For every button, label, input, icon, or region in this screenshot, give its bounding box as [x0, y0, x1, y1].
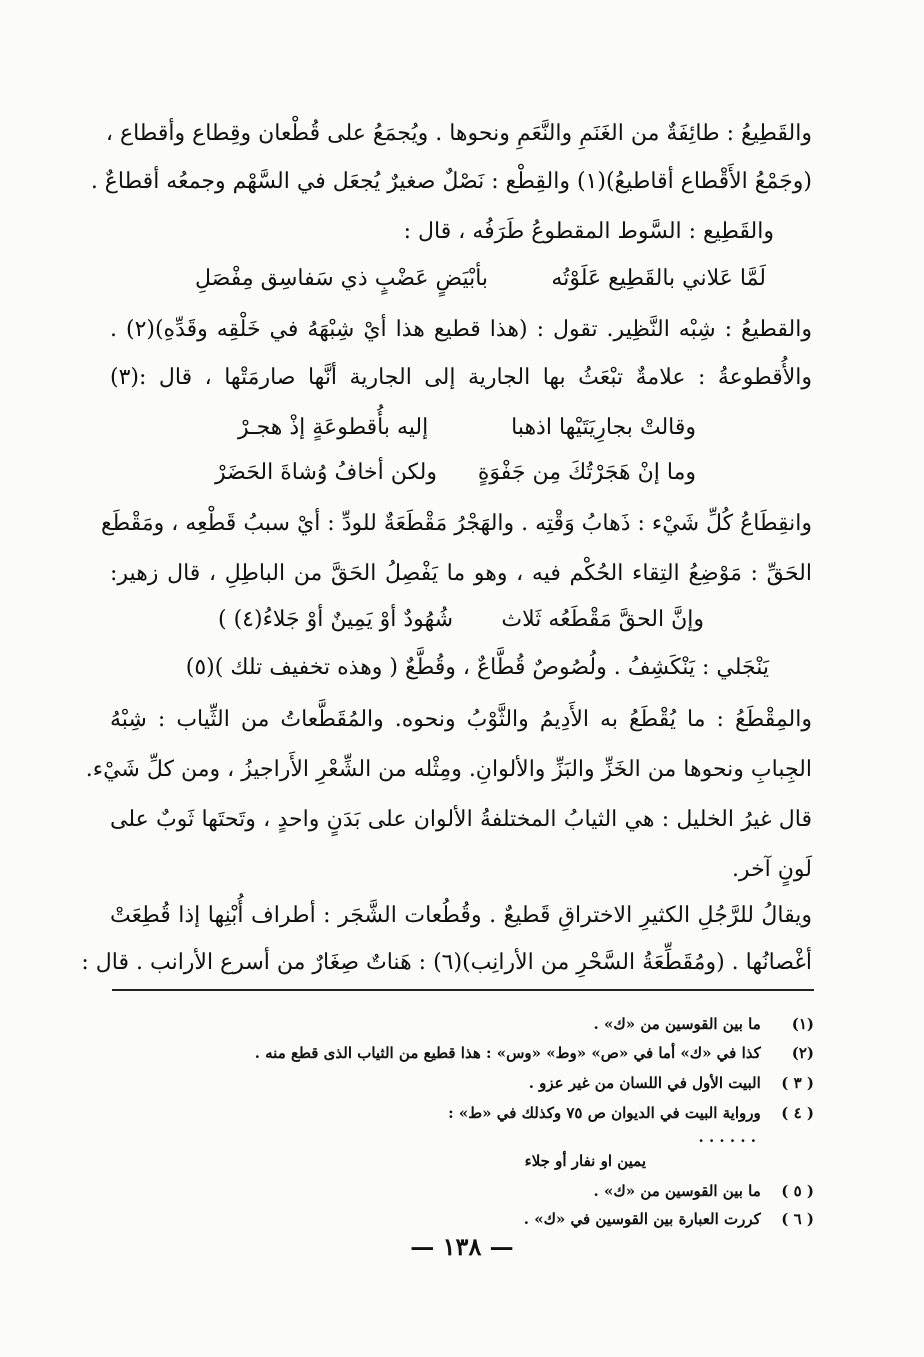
footnote-number: (١): [791, 1015, 814, 1033]
footnote-number: ( ٤ ): [781, 1104, 814, 1122]
text-line: (وجَمْعُ الأَقْطاع أقاطيعُ)(١) والقِطْع : نَصْلٌ صغيرٌ يُجعَل في السَّهْم وجمعُه أقطاعٌ .: [90, 169, 812, 194]
footnote-text: ما بين القوسين من «ك» .: [593, 1015, 761, 1033]
footnote-number: ( ٥ ): [781, 1182, 814, 1200]
verse-hemistich-2: بأبْيَضٍ عَضْبٍ ذي سَفاسِق مِفْصَلِ: [195, 266, 489, 291]
footnote-text: ورواية البيت في الديوان ص ٧٥ وكذلك في «ط» :: [448, 1104, 761, 1122]
text-line: يَنْجَلي : يَنْكَشِفُ . ولُصُوصٌ قُطَّاعٌ ، وقُطَّعٌ ( وهذه تخفيف تلك )(٥): [185, 655, 769, 680]
text-line: والقطيعُ : شِبْه النَّظِير. تقول : (هذا قطيع هذا أيْ شِبْهَهُ في خَلْقِه وقَدِّهِ)(٢) .: [110, 317, 812, 342]
footnote-text: ما بين القوسين من «ك» .: [593, 1182, 761, 1200]
text-line: والقَطِيع : السَّوط المقطوعُ طَرَفُه ، قال :: [403, 219, 774, 244]
text-line: الجِبابِ ونحوها من الخَزِّ والبَزِّ والألوانِ. ومِثْله من الشِّعْرِ الأَراجيزُ ، ومن كلِّ شَيْء.: [85, 757, 812, 782]
footnote: [110, 1208, 814, 1230]
footnote: [110, 1042, 814, 1064]
footnote-number: ( ٦ ): [781, 1210, 814, 1228]
footnote: [110, 1013, 814, 1035]
text-line: لَونٍ آخر.: [731, 857, 812, 882]
footnote-number: (٢): [791, 1044, 814, 1062]
footnote-text: كذا في «ك» أما في «ص» «وط» «وس» : هذا قطيع من الثياب الذى قطع منه .: [254, 1044, 761, 1062]
text-line: أغْصانُها . (ومُقَطِّعَةُ السَّحْرِ من الأرانِب)(٦) : هَناتٌ صِغَارٌ من أسرع الأرانب . قال :: [81, 950, 812, 975]
verse-hemistich-1: وقالتْ بجارِيَتَيْها اذهبا: [511, 415, 696, 440]
text-line: والقَطِيعُ : طائِفَةٌ من الغَنَمِ والنَّعَمِ ونحوها . ويُجمَعُ على قُطْعان وقِطاع وأقطاع ،: [105, 121, 812, 146]
footnote-continuation: يمين او نفار أو جلاء: [524, 1152, 646, 1170]
footnote-text: البيت الأول في اللسان من غير عزو .: [528, 1074, 761, 1092]
footnote: [110, 1102, 814, 1124]
footnote: [110, 1180, 814, 1202]
verse-hemistich-2: شُهُودٌ أوْ يَمِينٌ أوْ جَلاءُ(٤) ): [218, 607, 454, 632]
page-number: — ١٣٨ —: [410, 1232, 514, 1261]
verse-hemistich-1: وما إنْ هَجَرْتُكَ مِن جَفْوَةٍ: [477, 460, 696, 485]
text-line: قال غيرُ الخليل : هي الثيابُ المختلفةُ الألوان على بَدَنٍ واحدٍ ، وتَحتَها ثَوبٌ على: [110, 807, 812, 832]
text-line: والمِقْطَعُ : ما يُقْطَعُ به الأَدِيمُ والثَّوْبُ ونحوه. والمُقَطَّعاتُ من الثِّياب : شِبْهُ: [110, 707, 812, 732]
verse-hemistich-1: وإنَّ الحقَّ مَقْطَعُه ثَلاث: [501, 607, 704, 632]
verse-hemistich-2: ولكن أخافُ وُشاةَ الحَضَرْ: [215, 460, 437, 485]
text-line: والأُقطوعةُ : علامةٌ تبْعَثُ بها الجارية إلى الجارية أنَّها صارمَتْها ، قال :(٣): [110, 365, 812, 390]
footnote-continuation: . . . . . .: [698, 1128, 756, 1146]
text-line: الحَقِّ : مَوْضِعُ التِقاء الحُكْم فيه ، وهو ما يَفْصِلُ الحَقَّ من الباطِلِ ، قال زهير:: [110, 561, 812, 586]
footnote: [110, 1072, 814, 1094]
text-line: ويقالُ للرَّجُلِ الكثيرِ الاختراقِ قَطيعٌ . وقُطُعات الشَّجَر : أطراف أُبْنِها إذا قُطِعَتْ: [110, 903, 812, 928]
text-line: وانقِطَاعُ كُلِّ شَيْء : ذَهابُ وَقْتِه . والهَجْرُ مَقْطَعَةٌ للودِّ : أيْ سببُ قَطْعِه ، ومَقْطَع: [100, 511, 812, 536]
footnote-divider: [112, 989, 814, 991]
verse-hemistich-2: إليه بأُقطوعَةٍ إذْ هجـرْ: [238, 415, 429, 440]
footnote-text: كررت العبارة بين القوسين في «ك» .: [523, 1210, 761, 1228]
footnote-number: ( ٣ ): [781, 1074, 814, 1092]
verse-hemistich-1: لَمَّا عَلاني بالقَطِيع عَلَوْتُه: [551, 266, 766, 291]
